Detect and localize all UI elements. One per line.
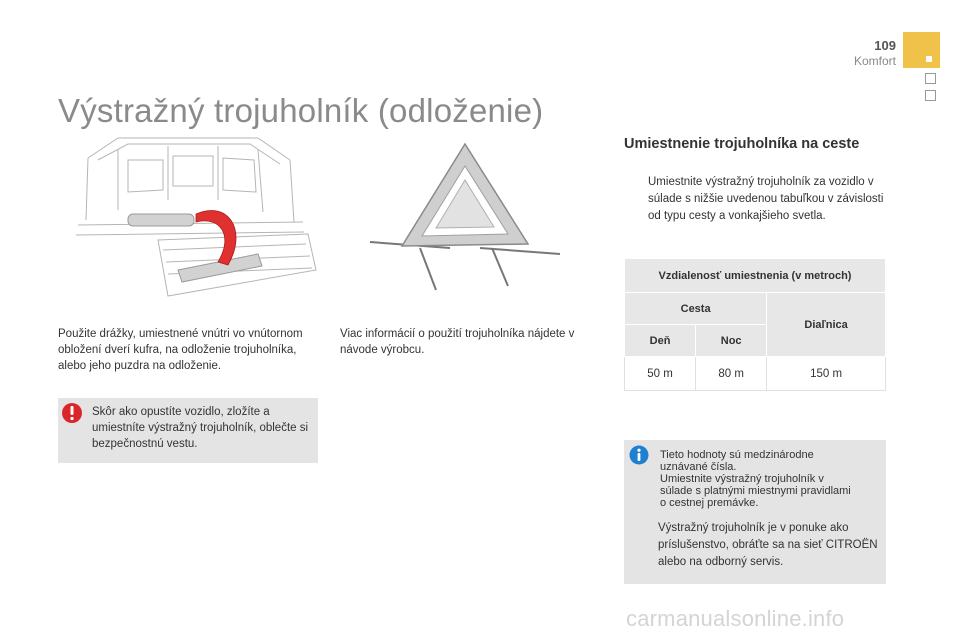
warning-triangle-illustration [360, 136, 570, 296]
info-text-values: Tieto hodnoty sú medzinárodne uznávané čísla. Umiestnite výstražný trojuholník v súlade s platnými miestnymi pravidlami o cestnej premávke. [660, 449, 851, 509]
tab-marker [926, 56, 932, 62]
value-dialnica: 150 m [767, 357, 886, 391]
tab-box-1 [925, 73, 936, 84]
watermark: carmanualsonline.info [626, 606, 845, 631]
value-noc: 80 m [696, 357, 767, 391]
trunk-storage-illustration [58, 130, 320, 312]
page-title: Výstražný trojuholník (odloženie) [58, 92, 544, 129]
placement-instruction: Umiestnite výstražný trojuholník za vozidlo v súlade s nižšie uvedenou tabuľkou v závislosti od typu cesty a vonkajšieho svetla. [648, 176, 884, 222]
column-dialnica: Diaľnica [767, 293, 886, 357]
section-name: Komfort [853, 54, 896, 68]
column-noc: Noc [696, 325, 767, 357]
page-number: 109 [874, 38, 896, 53]
manufacturer-info-paragraph: Viac informácií o použití trojuholníka nájdete v návode výrobcu. [340, 328, 575, 356]
warning-text: Skôr ako opustíte vozidlo, zložíte a umiestníte výstražný trojuholník, oblečte si bezpečnostnú vestu. [92, 406, 309, 450]
column-cesta: Cesta [625, 293, 767, 325]
column-den: Deň [625, 325, 696, 357]
distance-table [624, 258, 886, 391]
info-icon [629, 445, 649, 465]
storage-paragraph: Použite drážky, umiestnené vnútri vo vnútornom obložení dverí kufra, na odloženie trojuholníka, alebo jeho puzdra na odloženie. [58, 328, 303, 372]
section-title: Umiestnenie trojuholníka na ceste [624, 136, 860, 152]
table-header: Vzdialenosť umiestnenia (v metroch) [625, 259, 886, 293]
chapter-tab [903, 32, 940, 68]
value-den: 50 m [625, 357, 696, 391]
exclamation-icon [61, 402, 83, 424]
info-text-accessory: Výstražný trojuholník je v ponuke ako príslušenstvo, obráťte sa na sieť CITROËN alebo na odborný servis. [658, 522, 878, 568]
tab-box-2 [925, 90, 936, 101]
